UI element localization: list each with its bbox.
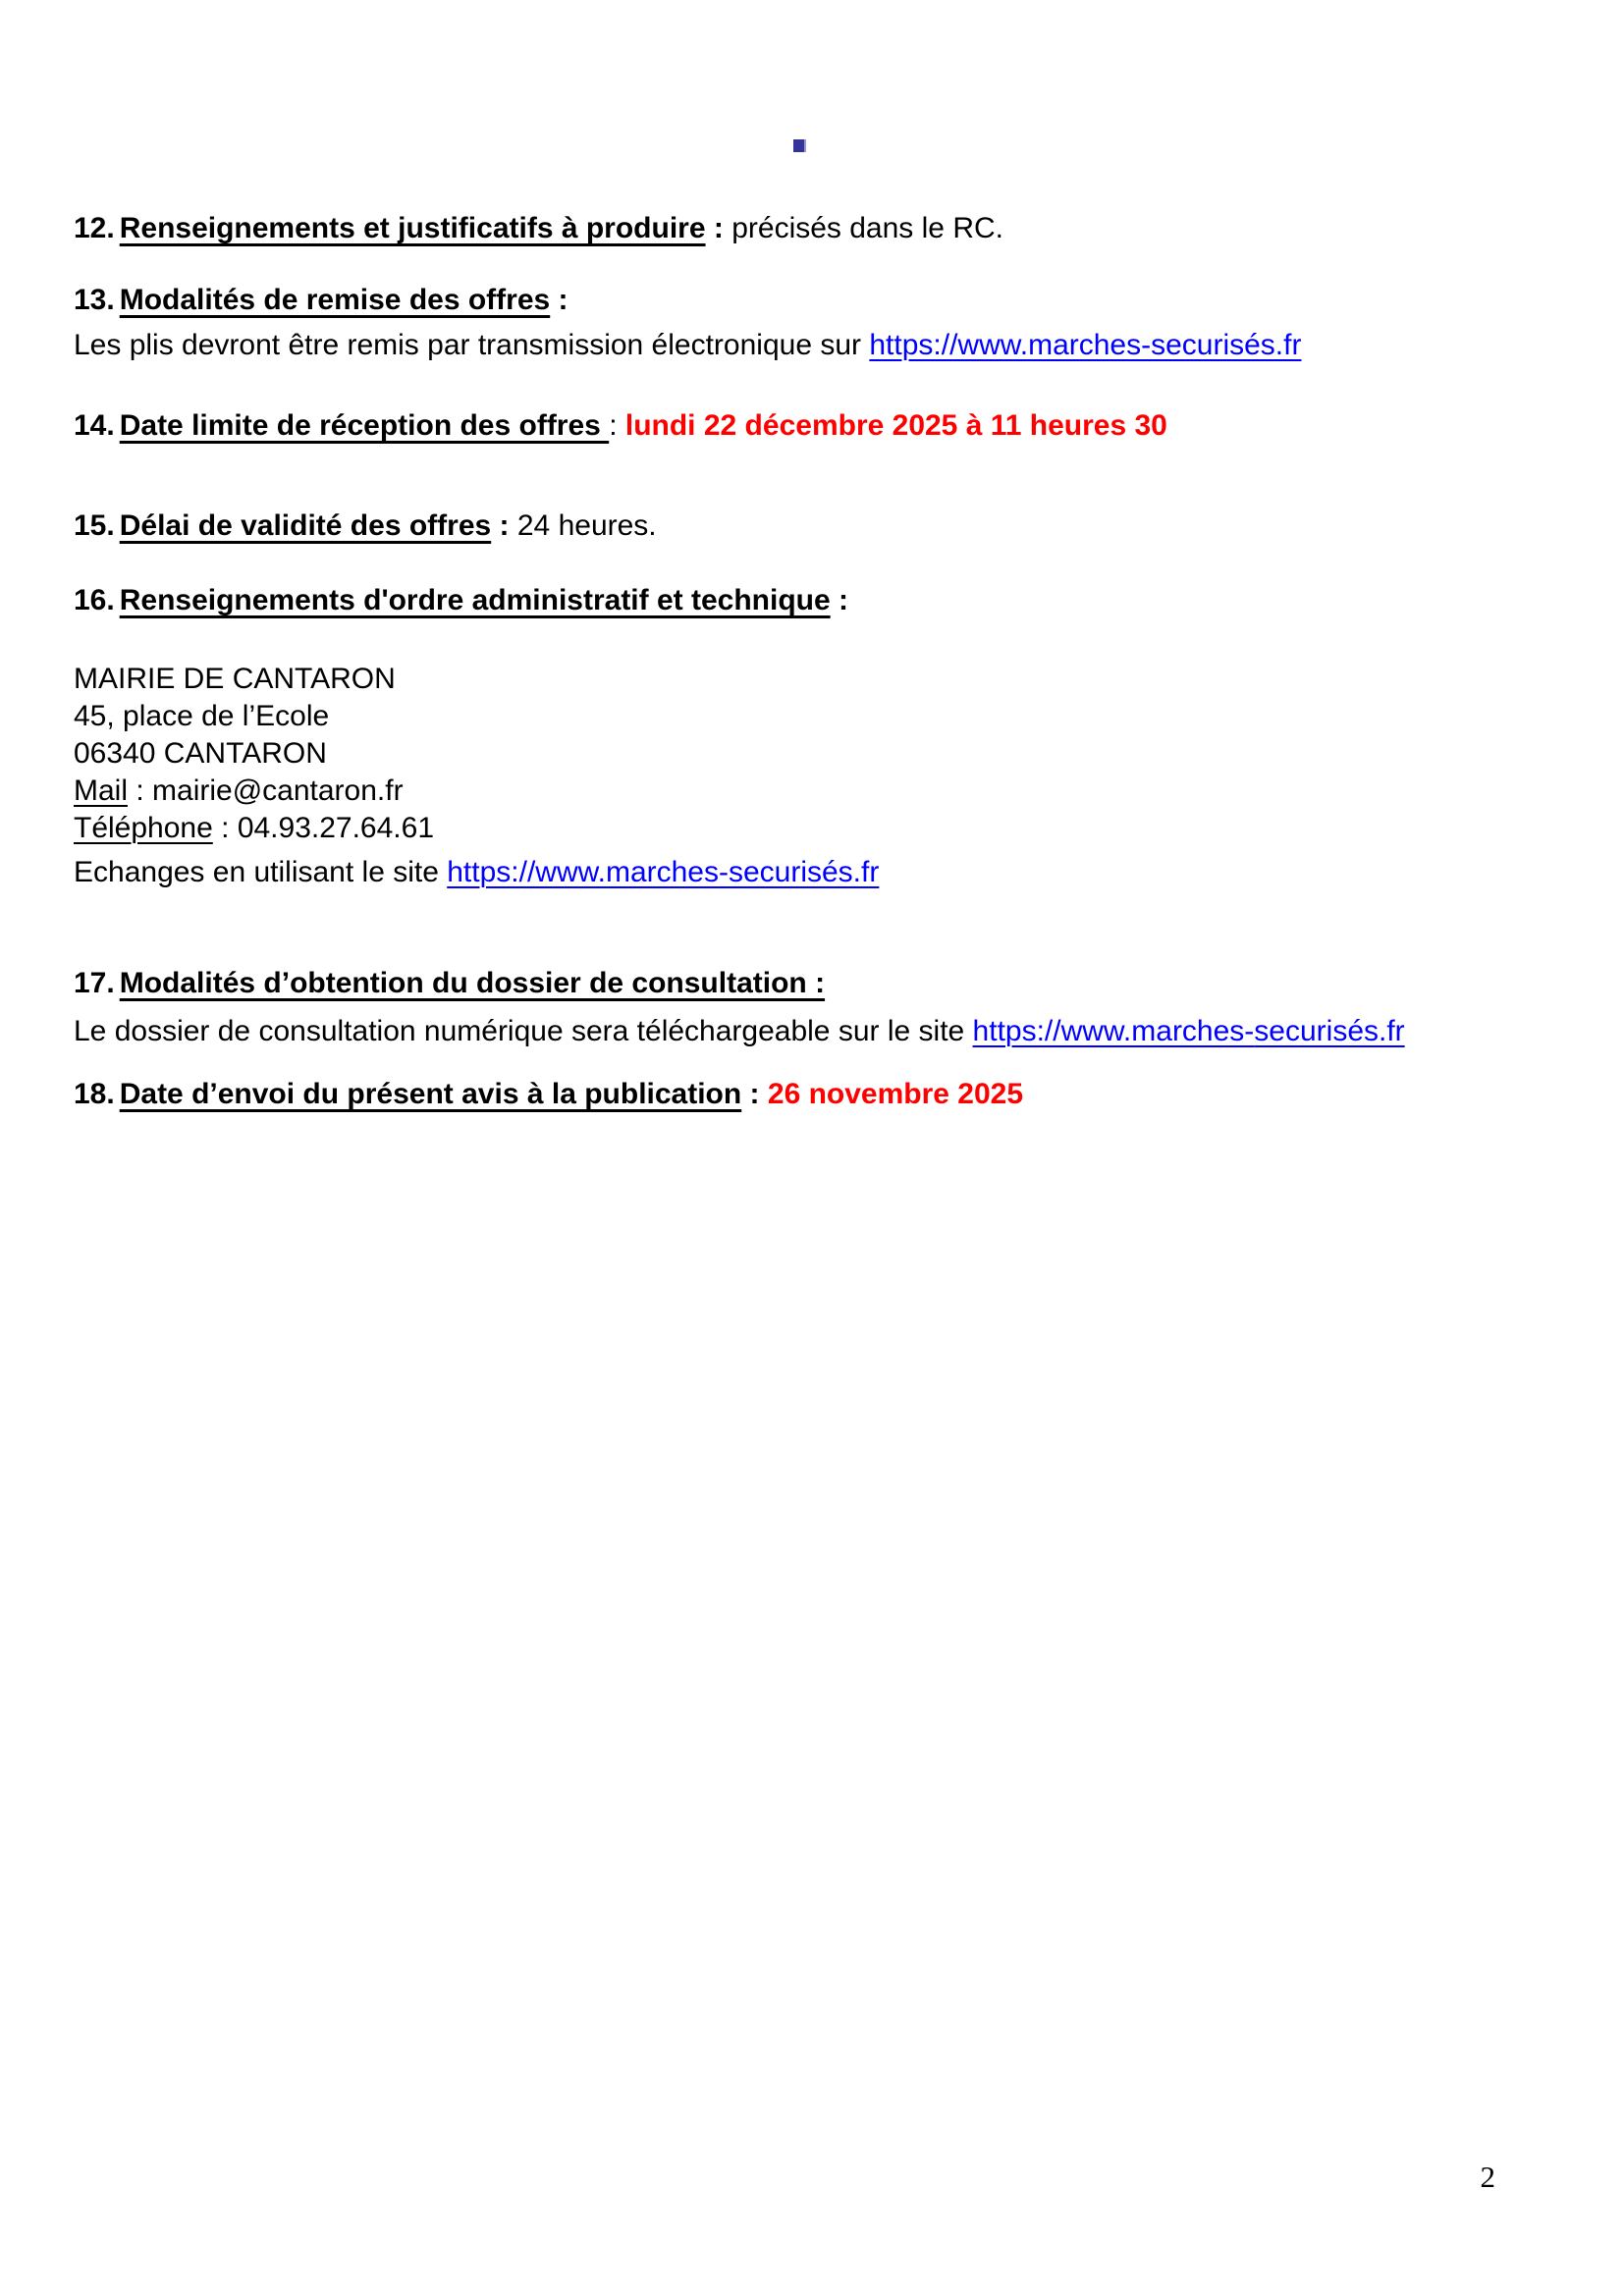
contact-name-text: MAIRIE DE CANTARON [74, 663, 396, 695]
contact-block [74, 661, 1497, 892]
contact-phone-sep: : [212, 812, 238, 844]
contact-exchange-line [74, 853, 1497, 892]
section-13-number: 13. [74, 284, 115, 316]
section-15-colon: : [491, 509, 510, 542]
section-13-body-text: Les plis devront être remis par transmission électronique sur [74, 329, 870, 361]
section-17-body-text: Le dossier de consultation numérique sera téléchargeable sur le site [74, 1015, 973, 1047]
contact-mail-line [74, 773, 1497, 810]
section-18-colon: : [741, 1078, 768, 1110]
section-12-title: Renseignements et justificatifs à produire [119, 212, 706, 244]
section-14-title: Date limite de réception des offres [119, 409, 610, 442]
section-12-colon: : [705, 212, 724, 244]
blue-square-mark [793, 139, 806, 152]
section-16-number: 16. [74, 584, 115, 616]
marches-securises-link-remise[interactable] [869, 329, 1301, 361]
section-17-title: Modalités d’obtention du dossier de consultation : [119, 967, 826, 999]
section-13-body [74, 326, 1497, 365]
section-16-title: Renseignements d'ordre administratif et technique [119, 584, 831, 616]
section-15-title: Délai de validité des offres [119, 509, 492, 542]
contact-phone-line [74, 810, 1497, 847]
section-12-text: précisés dans le RC. [731, 212, 1003, 244]
marches-securises-link-dossier-part2: securisés.fr [1254, 1015, 1405, 1047]
contact-mail-value: mairie@cantaron.fr [152, 774, 404, 807]
section-14-colon: : [609, 409, 625, 442]
contact-city-text: 06340 CANTARON [74, 737, 327, 770]
section-14-number: 14. [74, 409, 115, 442]
contact-exchange-text: Echanges en utilisant le site [74, 856, 448, 888]
section-14-deadline: lundi 22 décembre 2025 à 11 heures 30 [624, 409, 1167, 442]
contact-mail-sep: : [128, 774, 153, 807]
section-12-number: 12. [74, 212, 115, 244]
contact-city [74, 735, 1497, 773]
marches-securises-link-remise-text: https://www.marches-securisés.fr [869, 329, 1302, 361]
section-16-heading [74, 583, 1497, 618]
contact-street-text: 45, place de l’Ecole [74, 700, 330, 732]
marches-securises-link-dossier[interactable] [973, 1015, 1405, 1047]
contact-phone-value: 04.93.27.64.61 [237, 812, 434, 844]
section-14-heading [74, 408, 1497, 444]
contact-street [74, 698, 1497, 735]
section-13-heading [74, 283, 1497, 318]
contact-name [74, 661, 1497, 698]
page-number: 2 [1480, 2160, 1495, 2194]
section-18-heading [74, 1077, 1497, 1112]
section-12-heading [74, 211, 1497, 246]
section-15-number: 15. [74, 509, 115, 542]
section-17-number: 17. [74, 967, 115, 999]
marches-securises-link-echanges[interactable] [447, 856, 879, 888]
section-17-heading [74, 966, 1497, 1001]
section-17-body [74, 1011, 1497, 1052]
marches-securises-link-echanges-text: https://www.marches-securisés.fr [447, 856, 880, 888]
contact-phone-label: Téléphone [74, 812, 213, 844]
section-16-colon: : [830, 584, 848, 616]
section-15-heading [74, 508, 1497, 544]
section-15-text: 24 heures. [516, 509, 657, 542]
marches-securises-link-dossier-part1: https://www.marches- [972, 1015, 1255, 1047]
section-18-date: 26 novembre 2025 [767, 1078, 1024, 1110]
contact-mail-label: Mail [74, 774, 129, 807]
section-13-colon: : [550, 284, 568, 316]
section-13-title: Modalités de remise des offres [119, 284, 551, 316]
section-18-title: Date d’envoi du présent avis à la publication [119, 1078, 742, 1110]
section-18-number: 18. [74, 1078, 115, 1110]
